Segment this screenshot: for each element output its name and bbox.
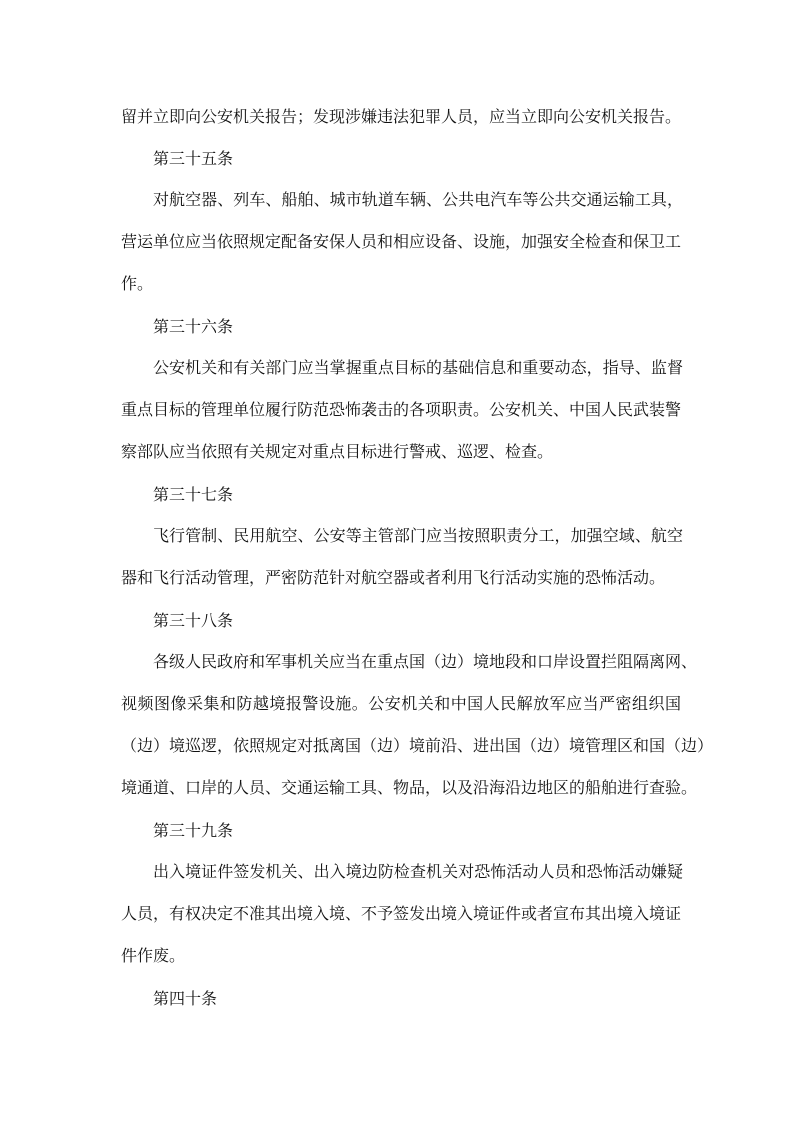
paragraph-line: 作。 bbox=[121, 274, 154, 293]
paragraph-line: （边）境巡逻，依照规定对抵离国（边）境前沿、进出国（边）境管理区和国（边） bbox=[121, 736, 714, 755]
paragraph-line: 各级人民政府和军事机关应当在重点国（边）境地段和口岸设置拦阻隔离网、 bbox=[153, 652, 698, 671]
article-heading-35: 第三十五条 bbox=[153, 149, 234, 168]
article-heading-36: 第三十六条 bbox=[153, 317, 234, 336]
article-heading-38: 第三十八条 bbox=[153, 611, 234, 630]
paragraph-line: 出入境证件签发机关、出入境边防检查机关对恐怖活动人员和恐怖活动嫌疑 bbox=[153, 862, 683, 881]
article-heading-37: 第三十七条 bbox=[153, 485, 234, 504]
paragraph-line: 重点目标的管理单位履行防范恐怖袭击的各项职责。公安机关、中国人民武装警 bbox=[121, 400, 682, 419]
article-heading-39: 第三十九条 bbox=[153, 821, 234, 840]
paragraph-line: 视频图像采集和防越境报警设施。公安机关和中国人民解放军应当严密组织国 bbox=[121, 694, 681, 713]
paragraph-line: 件作废。 bbox=[121, 946, 186, 965]
paragraph-line: 境通道、口岸的人员、交通运输工具、物品，以及沿海沿边地区的船舶进行查验。 bbox=[121, 778, 698, 797]
paragraph-line: 察部队应当依照有关规定对重点目标进行警戒、巡逻、检查。 bbox=[121, 442, 554, 461]
paragraph-line: 留并立即向公安机关报告；发现涉嫌违法犯罪人员，应当立即向公安机关报告。 bbox=[121, 107, 682, 126]
paragraph-line: 器和飞行活动管理，严密防范针对航空器或者利用飞行活动实施的恐怖活动。 bbox=[121, 568, 666, 587]
paragraph-line: 飞行管制、民用航空、公安等主管部门应当按照职责分工，加强空域、航空 bbox=[153, 526, 683, 545]
paragraph-line: 人员，有权决定不准其出境入境、不予签发出境入境证件或者宣布其出境入境证 bbox=[121, 904, 682, 923]
paragraph-line: 对航空器、列车、船舶、城市轨道车辆、公共电汽车等公共交通运输工具， bbox=[153, 190, 683, 209]
article-heading-40: 第四十条 bbox=[153, 989, 218, 1008]
paragraph-line: 公安机关和有关部门应当掌握重点目标的基础信息和重要动态，指导、监督 bbox=[153, 358, 683, 377]
paragraph-line: 营运单位应当依照规定配备安保人员和相应设备、设施，加强安全检查和保卫工 bbox=[121, 232, 682, 251]
